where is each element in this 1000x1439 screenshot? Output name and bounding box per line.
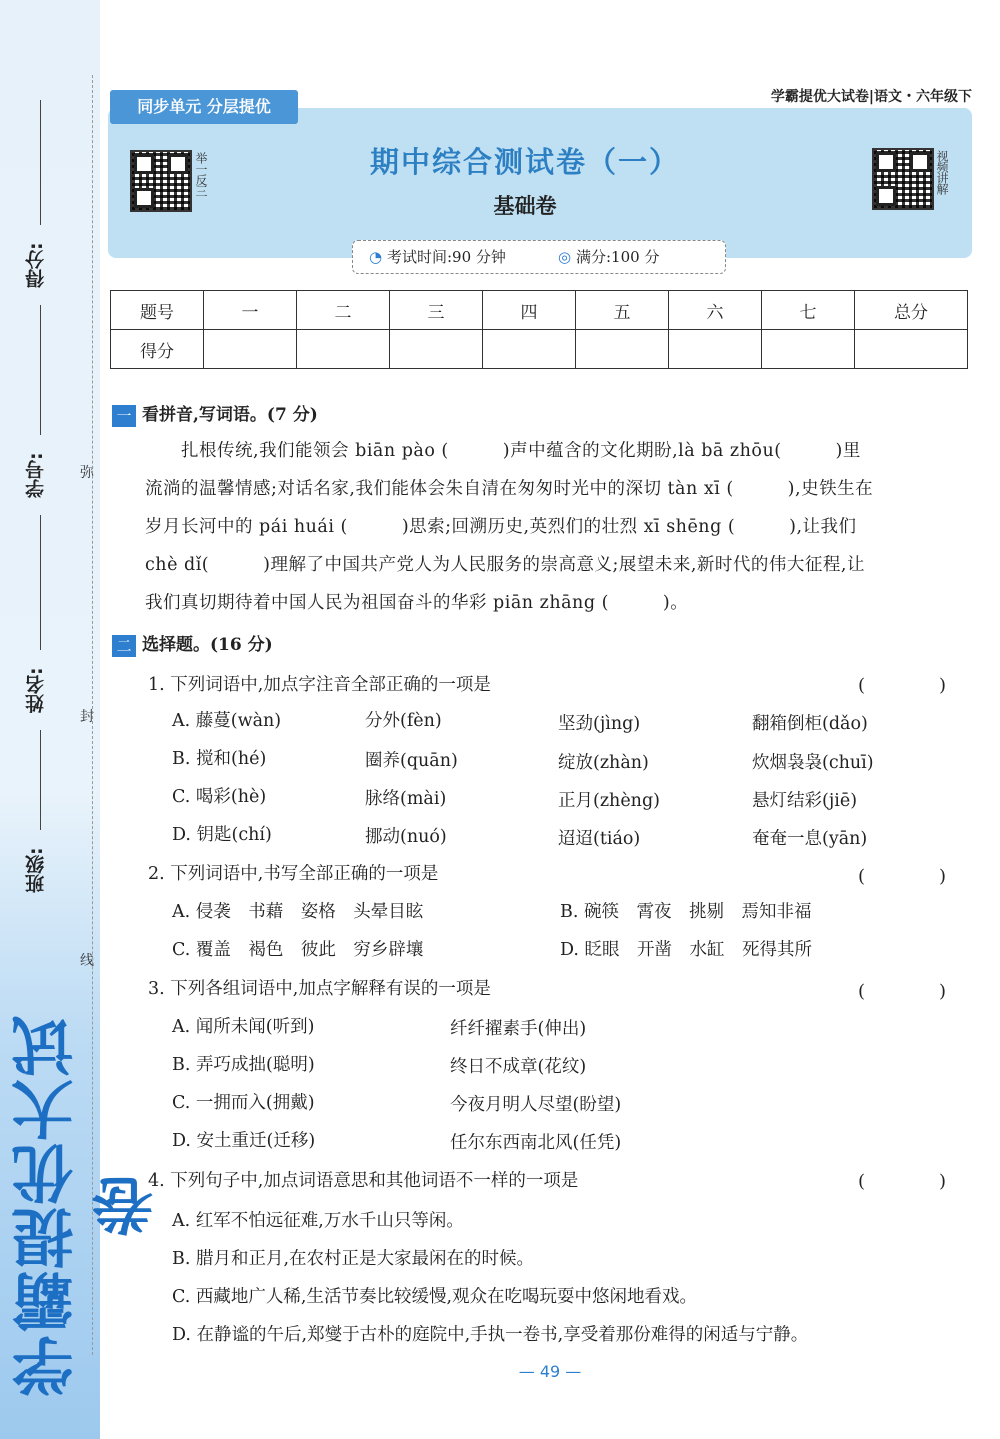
class-label: 班级: [25, 847, 47, 893]
name-label: 姓名: [25, 667, 47, 713]
q4-option: C. 西藏地广人稀,生活节奏比较缓慢,观众在吃喝玩耍中悠闲地看戏。 [172, 1287, 698, 1307]
q3-option: D. 安土重迁(迁移) [172, 1131, 316, 1151]
score-input-cell[interactable] [483, 330, 576, 369]
score-input-cell[interactable] [669, 330, 762, 369]
question-3-answer-paren[interactable]: ( ) [857, 981, 974, 1002]
question-1-answer-paren[interactable]: ( ) [857, 675, 974, 696]
section-2-heading [112, 630, 273, 657]
full-score: 满分:100 分 [576, 248, 660, 266]
section-2-number: 二 [112, 635, 136, 657]
q1-option: 分外(fèn) [365, 711, 442, 731]
q1-option: 脉络(mài) [365, 789, 447, 809]
q1-option: 炊烟袅袅(chuī) [752, 753, 874, 773]
exam-time: 考试时间:90 分钟 [387, 248, 506, 266]
section-1-line-2: 流淌的温馨情感;对话名家,我们能体会朱自清在匆匆时光中的深切 tàn xī ( ),史铁生在 [145, 479, 874, 499]
check-icon: ◎ [558, 248, 572, 266]
score-input-cell[interactable] [390, 330, 483, 369]
q3-option: 终日不成章(花纹) [450, 1057, 587, 1077]
brand-vertical-text: 学霸提优大试卷 [11, 1013, 164, 1397]
q1-option: B. 搅和(hé) [172, 749, 267, 769]
q1-option: D. 钥匙(chí) [172, 825, 272, 845]
score-input-cell[interactable] [855, 330, 968, 369]
seal-word-3: 线 [80, 953, 94, 969]
q1-option: 坚劲(jìng) [558, 714, 641, 734]
table-cell: 总分 [855, 291, 968, 330]
q2-option: B. 碗筷 霄夜 挑剔 焉知非福 [560, 902, 812, 922]
question-3-stem: 3. 下列各组词语中,加点字解释有误的一项是 [148, 979, 491, 999]
q1-option: 迢迢(tiáo) [558, 829, 641, 849]
page-title: 期中综合测试卷（一） [369, 145, 680, 179]
section-1-title: 看拼音,写词语。(7 分) [142, 405, 318, 425]
q1-option: A. 藤蔓(wàn) [172, 711, 282, 731]
score-input-cell[interactable] [762, 330, 855, 369]
table-cell: 二 [297, 291, 390, 330]
student-id-label: 学号: [25, 452, 47, 498]
qr-code-left[interactable] [130, 150, 192, 212]
q1-option: 悬灯结彩(jiē) [752, 791, 858, 811]
table-row [111, 330, 968, 369]
question-4-stem: 4. 下列句子中,加点词语意思和其他词语不一样的一项是 [148, 1171, 579, 1191]
score-label: 得分: [25, 242, 47, 288]
section-1-heading [112, 400, 318, 427]
unit-tag: 同步单元 分层提优 [110, 90, 298, 124]
question-2-answer-paren[interactable]: ( ) [857, 866, 974, 887]
table-cell: 一 [204, 291, 297, 330]
table-cell: 六 [669, 291, 762, 330]
seal-word-1: 弥 [80, 465, 94, 481]
seal-word-2: 封 [80, 709, 94, 725]
id-underline [40, 305, 41, 435]
page-number: — 49 — [518, 1362, 582, 1381]
score-underline [40, 100, 41, 225]
q4-option: A. 红军不怕远征难,万水千山只等闲。 [172, 1211, 464, 1231]
score-table [110, 290, 968, 369]
seal-dashed-line [92, 75, 93, 1355]
name-underline [40, 515, 41, 650]
q2-option: C. 覆盖 褐色 彼此 穷乡辟壤 [172, 940, 424, 960]
qr-code-right[interactable] [872, 148, 934, 210]
q3-option: 纤纤擢素手(伸出) [450, 1019, 587, 1039]
q1-option: 圈养(quān) [365, 751, 458, 771]
table-cell: 五 [576, 291, 669, 330]
q3-option: A. 闻所未闻(听到) [172, 1017, 315, 1037]
q1-option: C. 喝彩(hè) [172, 787, 267, 807]
qr-left-label: 举一反三 [194, 152, 208, 196]
q1-option: 奄奄一息(yān) [752, 829, 868, 849]
series-title: 学霸提优大试卷|语文・六年级下 [770, 89, 972, 105]
table-cell: 七 [762, 291, 855, 330]
qr-right-label: 视频讲解 [935, 150, 949, 194]
score-input-cell[interactable] [297, 330, 390, 369]
table-cell: 四 [483, 291, 576, 330]
question-1-stem: 1. 下列词语中,加点字注音全部正确的一项是 [148, 675, 491, 695]
q1-option: 绽放(zhàn) [558, 753, 649, 773]
section-1-line-3: 岁月长河中的 pái huái ( )思索;回溯历史,英烈们的壮烈 xī shēng ( ),让我们 [145, 517, 857, 537]
exam-info [352, 240, 726, 274]
table-row [111, 291, 968, 330]
header-banner [108, 108, 972, 258]
q3-option: 任尔东西南北风(任凭) [450, 1133, 622, 1153]
q1-option: 正月(zhèng) [558, 791, 660, 811]
q3-option: C. 一拥而入(拥戴) [172, 1093, 315, 1113]
q4-option: D. 在静谧的午后,郑燮于古朴的庭院中,手执一卷书,享受着那份难得的闲适与宁静。 [172, 1325, 809, 1345]
page-subtitle: 基础卷 [493, 194, 557, 218]
section-1-line-4: chè dǐ( )理解了中国共产党人为人民服务的崇高意义;展望未来,新时代的伟大征程,让 [145, 555, 865, 575]
clock-icon: ◔ [369, 248, 383, 266]
q2-option: D. 眨眼 开凿 水缸 死得其所 [560, 940, 813, 960]
table-cell: 三 [390, 291, 483, 330]
question-4-answer-paren[interactable]: ( ) [857, 1171, 974, 1192]
score-input-cell[interactable] [576, 330, 669, 369]
class-underline [40, 730, 41, 830]
q3-option: B. 弄巧成拙(聪明) [172, 1055, 315, 1075]
section-1-number: 一 [112, 405, 136, 427]
q4-option: B. 腊月和正月,在农村正是大家最闲在的时候。 [172, 1249, 535, 1269]
q2-option: A. 侵袭 书藉 姿格 头晕目眩 [172, 902, 424, 922]
q1-option: 挪动(nuó) [365, 827, 447, 847]
section-2-title: 选择题。(16 分) [142, 635, 273, 655]
q1-option: 翻箱倒柜(dǎo) [752, 714, 868, 734]
question-2-stem: 2. 下列词语中,书写全部正确的一项是 [148, 864, 439, 884]
q3-option: 今夜月明人尽望(盼望) [450, 1095, 622, 1115]
table-cell: 得分 [111, 330, 204, 369]
section-1-line-1: 扎根传统,我们能领会 biān pào ( )声中蕴含的文化期盼,là bā zhōu( )里 [181, 441, 861, 461]
score-input-cell[interactable] [204, 330, 297, 369]
table-cell: 题号 [111, 291, 204, 330]
section-1-line-5: 我们真切期待着中国人民为祖国奋斗的华彩 piān zhāng ( )。 [145, 593, 689, 613]
